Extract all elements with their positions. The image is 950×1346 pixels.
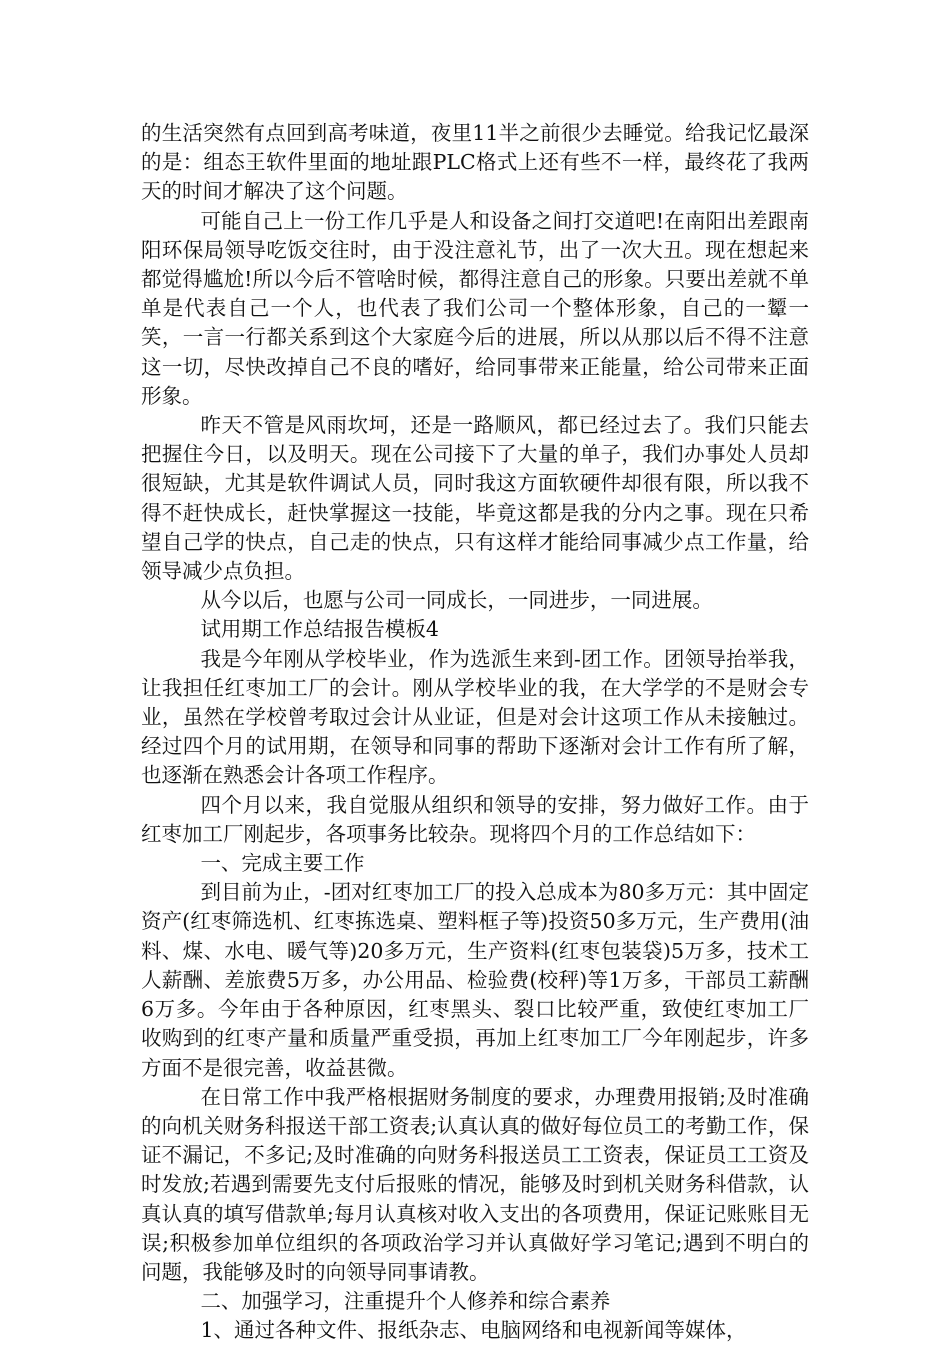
paragraph-continuation: 的生活突然有点回到高考味道，夜里11半之前很少去睡觉。给我记忆最深的是：组态王软件里面的地址跟PLC格式上还有些不一样，最终花了我两天的时间才解决了这个问题。 [141, 121, 809, 204]
heading-study: 二、加强学习，注重提升个人修养和综合素养 [200, 1289, 611, 1314]
document-body [141, 119, 809, 1346]
heading-main-work: 一、完成主要工作 [200, 851, 365, 876]
section-heading-template-4: 试用期工作总结报告模板4 [200, 617, 439, 642]
paragraph-manners: 可能自己上一份工作几乎是人和设备之间打交道吧!在南阳出差跟南阳环保局领导吃饭交往时，由于没注意礼节，出了一次大丑。现在想起来都觉得尴尬!所以今后不管啥时候，都得注意自己的形象。只要出差就不单单是代表自己一个人，也代表了我们公司一个整体形象，自己的一颦一笑，一言一行都关系到这个大家庭今后的进展，所以从那以后不得不注意这一切，尽快改掉自己不良的嗜好，给同事带来正能量，给公司带来正面形象。 [141, 208, 809, 408]
paragraph-media: 1、通过各种文件、报纸杂志、电脑网络和电视新闻等媒体， [200, 1318, 747, 1343]
paragraph-introduction: 我是今年刚从学校毕业，作为选派生来到-团工作。团领导抬举我，让我担任红枣加工厂的会计。刚从学校毕业的我，在大学学的不是财会专业，虽然在学校曾考取过会计从业证，但是对会计这项工作从未接触过。经过四个月的试用期，在领导和同事的帮助下逐渐对会计工作有所了解，也逐渐在熟悉会计各项工作程序。 [141, 646, 809, 788]
paragraph-daily-work: 在日常工作中我严格根据财务制度的要求，办理费用报销;及时准确的向机关财务科报送干部工资表;认真认真的做好每位员工的考勤工作，保证不漏记，不多记;及时准确的向财务科报送员工工资表，保证员工工资及时发放;若遇到需要先支付后报账的情况，能够及时到机关财务科借款，认真认真的填写借款单;每月认真核对收入支出的各项费用，保证记账账目无误;积极参加单位组织的各项政治学习并认真做好学习笔记;遇到不明白的问题，我能够及时的向领导同事请教。 [141, 1084, 809, 1284]
paragraph-four-months: 四个月以来，我自觉服从组织和领导的安排，努力做好工作。由于红枣加工厂刚起步，各项事务比较杂。现将四个月的工作总结如下： [141, 792, 809, 846]
paragraph-investment: 到目前为止，-团对红枣加工厂的投入总成本为80多万元：其中固定资产(红枣筛选机、红枣拣选桌、塑料框子等)投资50多万元，生产费用(油料、煤、水电、暖气等)20多万元，生产资料(红枣包装袋)5万多，技术工人薪酬、差旅费5万多，办公用品、检验费(校秤)等1万多，干部员工薪酬6万多。今年由于各种原因，红枣黑头、裂口比较严重，致使红枣加工厂收购到的红枣产量和质量严重受损，再加上红枣加工厂今年刚起步，许多方面不是很完善，收益甚微。 [141, 880, 809, 1080]
paragraph-grow-together: 从今以后，也愿与公司一同成长，一同进步，一同进展。 [200, 588, 713, 613]
paragraph-future: 昨天不管是风雨坎坷，还是一路顺风，都已经过去了。我们只能去把握住今日，以及明天。现在公司接下了大量的单子，我们办事处人员却很短缺，尤其是软件调试人员，同时我这方面软硬件却很有限，所以我不得不赶快成长，赶快掌握这一技能，毕竟这都是我的分内之事。现在只希望自己学的快点，自己走的快点，只有这样才能给同事减少点工作量，给领导减少点负担。 [141, 413, 809, 584]
